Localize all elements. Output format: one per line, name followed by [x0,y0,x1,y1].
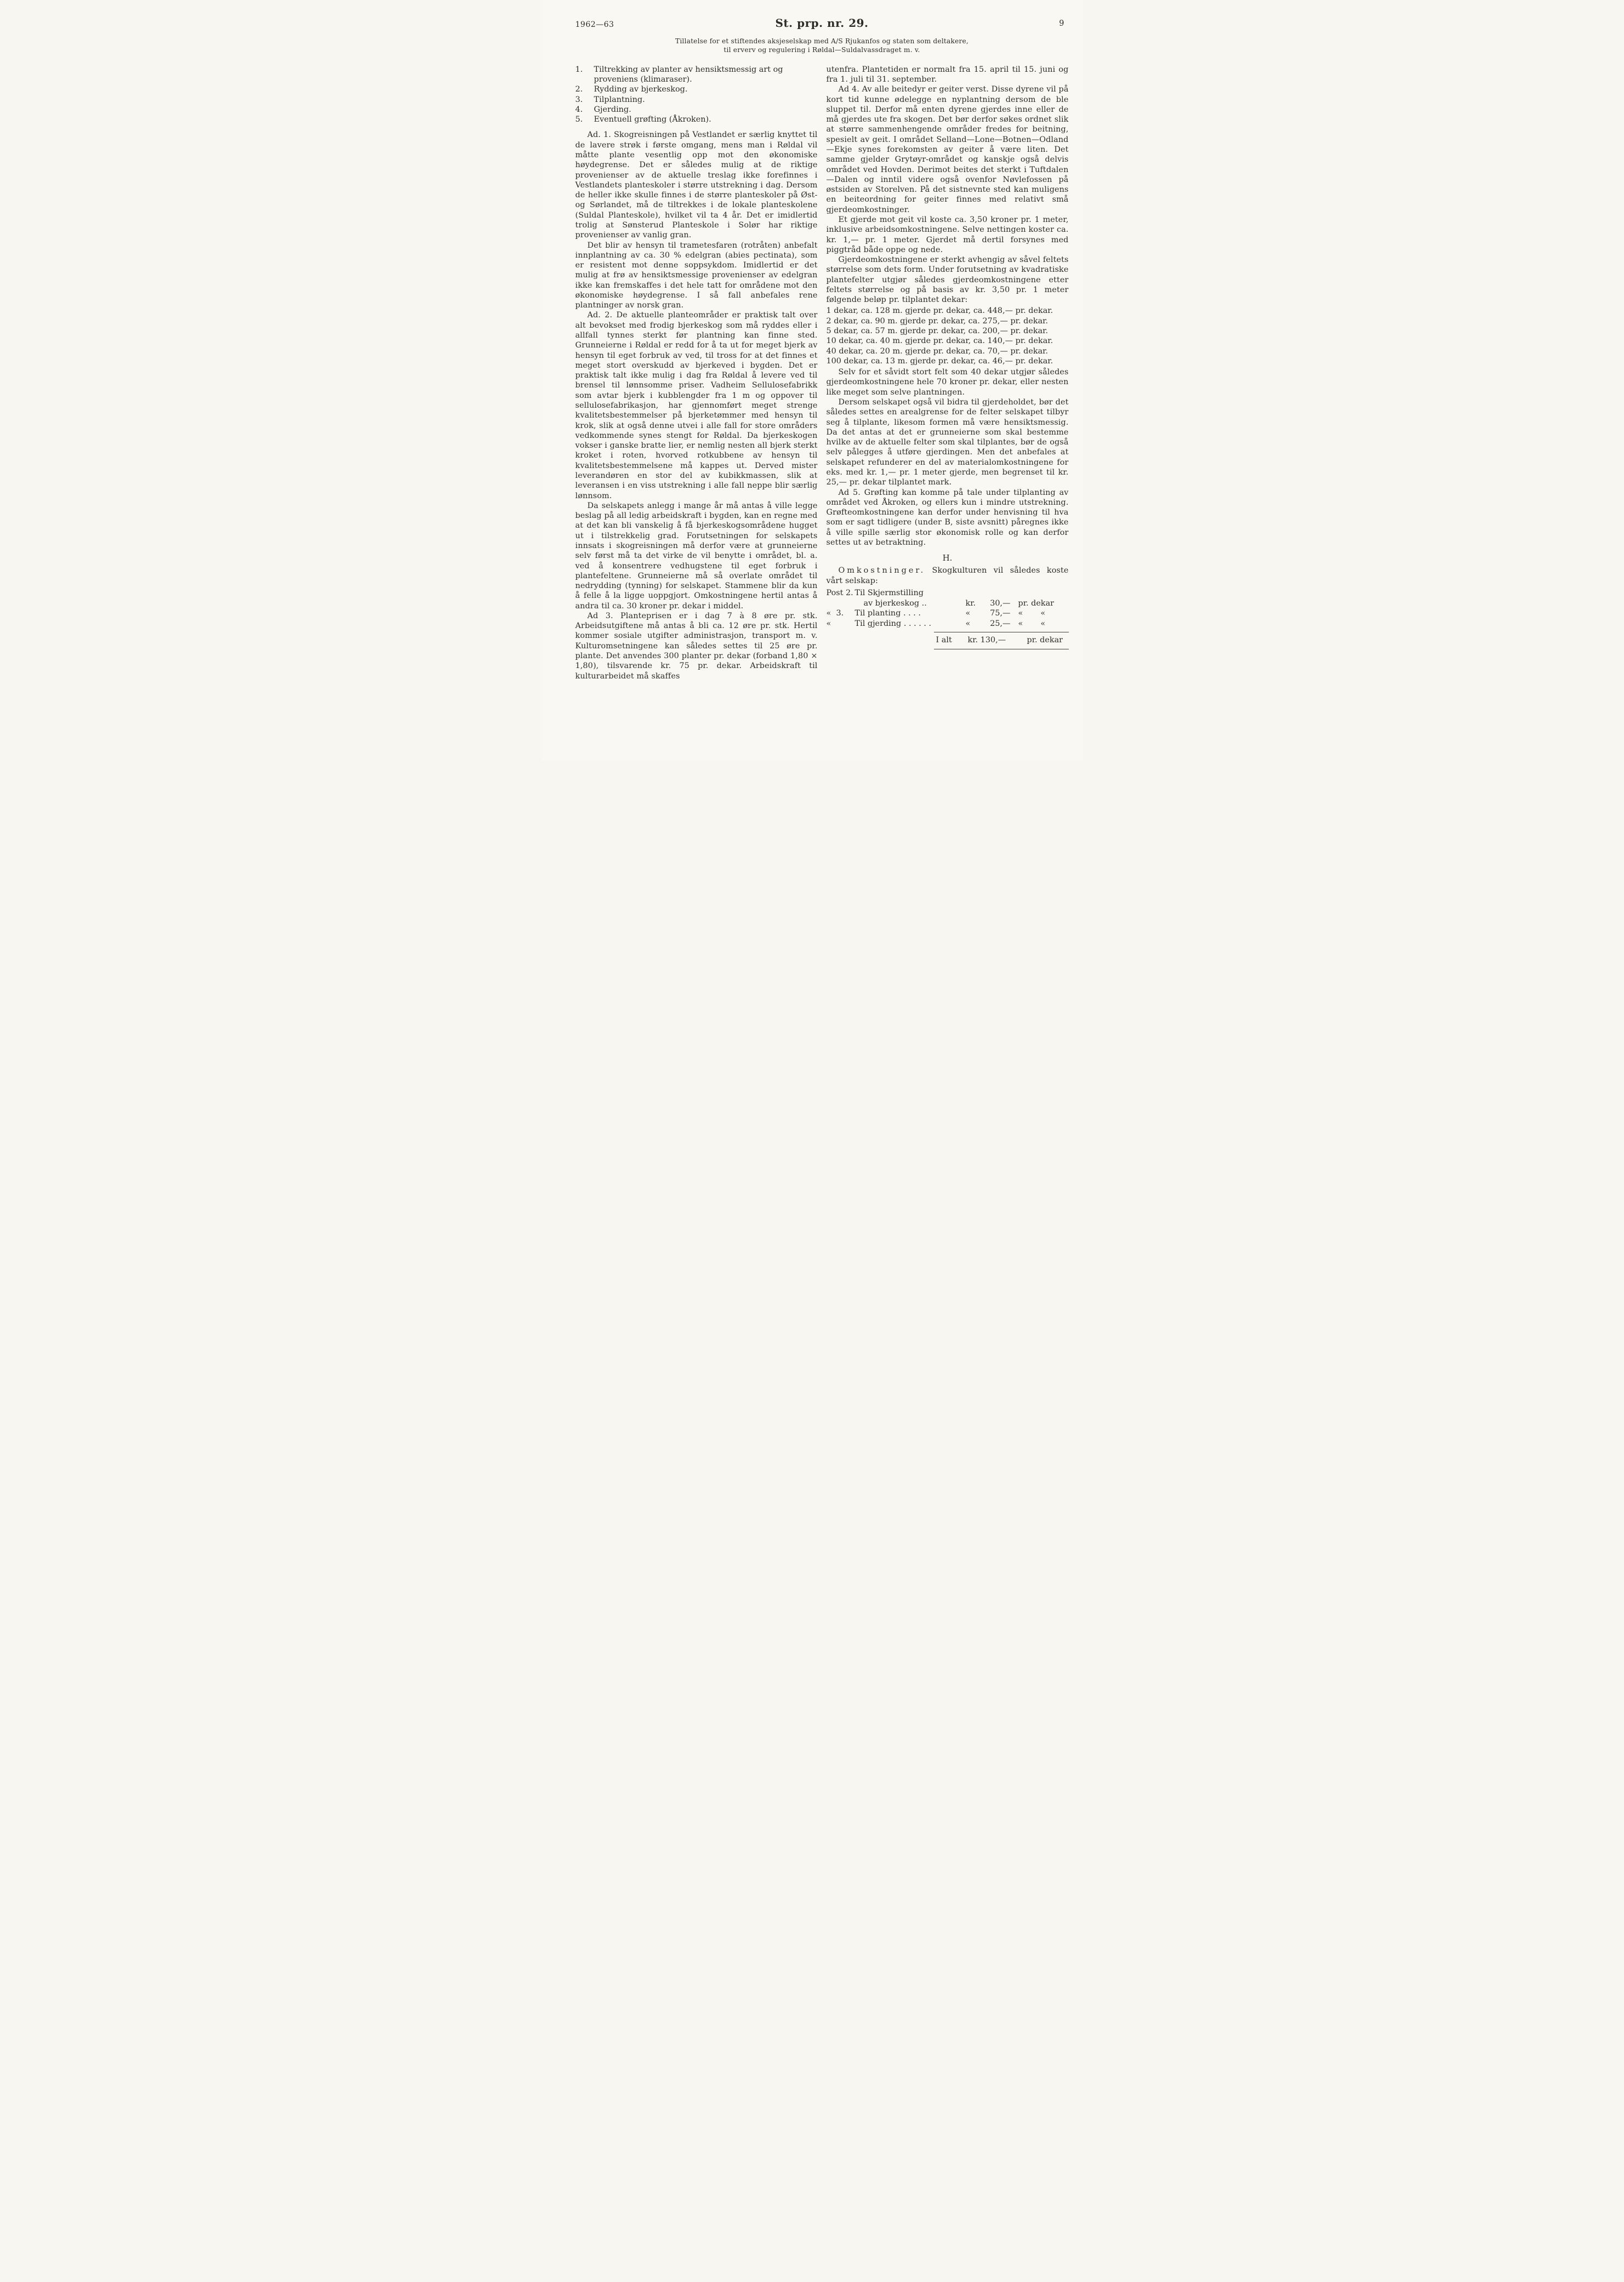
fence-cost-item-2: 2 dekar, ca. 90 m. gjerde pr. dekar, ca. 275,— pr. dekar. [826,316,1049,326]
document-page [542,0,1083,761]
paragraph-dersom-selskapet: Dersom selskapet også vil bidra til gjerdeholdet, bør det således settes en arealgrense for de felter selskapet tilbyr seg å tilplante, likesom formen må være hensiktsmessig. Da det antas at det er grunneierne som skal bestemme hvilke av de aktuelle felter som skal tilplantes, bør de også selv pålegges å utføre gjerdingen. Men det anbefales at selskapet refunderer en del av materialomkostningene for eks. med kr. 1,— pr. 1 meter gjerde, men begrenset til kr. 25,— pr. dekar tilplantet mark. [826,398,1069,487]
cost-row-desc: Til gjerding . . . . . . [854,619,932,628]
left-column [575,65,818,681]
list-item-number: 3. [575,95,583,104]
paragraph-ad-3-continued: utenfra. Plantetiden er normalt fra 15. april til 15. juni og fra 1. juli til 31. september. [826,65,1069,84]
paragraph-ad-4: Ad 4. Av alle beitedyr er geiter verst. Disse dyrene vil på kort tid kunne ødelegge en nyplantning dersom de ble sluppet til. Derfor må enten dyrene gjerdes inne eller de må gjerdes ute fra skogen. Det bør derfor søkes ordnet slik at større sammenhengende områder fredes for beitning, spesielt av geit. I området Selland—Lone—Botnen—Odland—Ekje synes forekomsten av geiter å være liten. Det samme gjelder Grytøyr-området og kanskje også delvis området ved Hovden. Derimot beites det sterkt i Tuftdalen—Dalen og inntil videre også ovenfor Nøvlefossen på østsiden av Storelven. På det sistnevnte sted kan muligens en beiteordning for geiter finnes med relativt små gjerdeomkostninger. [826,85,1069,214]
cost-row-currency: « [965,609,971,618]
list-item-4 [575,105,818,115]
list-item-text: Rydding av bjerkeskog. [594,85,688,94]
paragraph-ad-3: Ad 3. Planteprisen er i dag 7 à 8 øre pr. stk. Arbeidsutgiftene må antas å bli ca. 12 øre pr. stk. Hertil kommer sosiale utgifter administrasjon, transport m. v. Kulturomsetningene kan således settes til 25 øre pr. plante. Det anvendes 300 planter pr. dekar (forband 1,80 × 1,80), tilsvarende kr. 75 pr. dekar. Arbeidskraft til kulturarbeidet må skaffes [575,611,818,681]
fence-cost-list [827,306,1069,366]
cost-row-gjerding [827,619,1069,629]
cost-row-amount: 30,— [990,598,1011,608]
cost-total-amount: kr. 130,— [967,635,1006,644]
subtitle-line-1: Tillatelse for et stiftendes aksjeselskap med A/S Rjukanfos og staten som deltakere, [675,37,968,45]
costs-intro [827,566,1069,586]
cost-total-row [936,635,1069,646]
list-item-2 [575,84,818,94]
list-item-number: 4. [575,105,583,114]
paragraph-selv-for: Selv for et såvidt stort felt som 40 dekar utgjør således gjerdeomkostningene hele 70 kroner pr. dekar, eller nesten like meget som selve plantningen. [826,368,1069,397]
right-column [827,65,1069,681]
cost-total-label: I alt [936,635,952,644]
cost-row-label: Post 2. [826,588,853,597]
doc-title: St. prp. nr. 29. [775,16,869,30]
list-item-number: 2. [575,85,583,94]
cost-row-currency: kr. [965,598,976,608]
list-item-text: Tilplantning. [594,95,645,104]
paragraph-ad-2: Ad. 2. De aktuelle planteområder er praktisk talt over alt bevokset med frodig bjerkeskog som må ryddes eller i allfall tynnes sterkt før plantning kan finne sted. Grunneierne i Røldal er redd for å ta ut for meget bjerk av hensyn til eget forbruk av ved, til tross for at det finnes et meget stort overskudd av bjerkeved i bygden. Det er praktisk talt ikke mulig i dag fra Røldal å levere ved til brensel til lønnsomme priser. Vadheim Sellulosefabrikk som avtar bjerk i kubblengder fra 1 m og oppover til sellulosefabrikasjon, har gjennomført meget strenge kvalitetsbestemmelser på bjerketømmer med hensyn til krok, slik at også denne utvei i alle fall for store områders vedkommende synes stengt for Røldal. Da bjerkeskogen vokser i ganske bratte lier, er nemlig nesten all bjerk sterkt kroket i roten, hvorved rotkubbene av hensyn til kvalitetsbestemmelsene må kappes ut. Derved mister leverandøren en stor del av kubikkmassen, slik at leveransen i en viss utstrekning i alle fall neppe blir særlig lønnsom. [575,311,818,500]
list-item-number: 1. [575,65,583,74]
fence-cost-item-1: 1 dekar, ca. 128 m. gjerde pr. dekar, ca. 448,— pr. dekar. [826,306,1053,316]
cost-row-per: « « [1018,609,1046,618]
paragraph-trametes: Det blir av hensyn til trametesfaren (rotråten) anbefalt innplantning av ca. 30 % edelgran (abies pectinata), som er resistent mot denne soppsykdom. Imidlertid er det mulig at frø av hensiktsmessige provenienser av edelgran ikke kan fremskaffes i det hele tatt for områdene mot den økonomiske høydegrense. I så fall anbefales rene plantninger av norsk gran. [575,241,818,310]
fence-cost-item-10: 10 dekar, ca. 40 m. gjerde pr. dekar, ca. 140,— pr. dekar. [826,336,1053,346]
list-item-text: Tiltrekking av planter av hensiktsmessig art og proveniens (klimaraser). [594,65,783,84]
costs-intro-rest: Skogkulturen vil således koste vårt selskap: [826,566,1069,585]
measures-list [575,65,818,125]
cost-row-label: « [826,619,831,628]
fence-cost-item-40: 40 dekar, ca. 20 m. gjerde pr. dekar, ca. 70,— pr. dekar. [826,346,1049,356]
cost-row-post3 [827,608,1069,619]
cost-row-desc: Til planting . . . . [854,609,921,618]
costs-intro-spaced-word: Omkostninger. [838,566,926,575]
paragraph-gjerdeomkostninger: Gjerdeomkostningene er sterkt avhengig av såvel feltets størrelse som dets form. Under forutsetning av kvadratiske plantefelter utgjør således gjerdeomkostningene etter feltets størrelse og på basis av kr. 3,50 pr. 1 meter følgende beløp pr. tilplantet dekar: [826,255,1069,305]
cost-row-label: « 3. [826,609,844,618]
fence-cost-item-100: 100 dekar, ca. 13 m. gjerde pr. dekar, ca. 46,— pr. dekar. [826,356,1053,366]
doc-subtitle [575,37,1069,55]
header-row [575,16,1069,33]
cost-row-amount: 75,— [990,609,1011,618]
list-item-1 [575,65,818,85]
paragraph-arbeidskraft: Da selskapets anlegg i mange år må antas å ville legge beslag på all ledig arbeidskraft i bygden, kan en regne med at det kan bli vanskelig å få bjerkeskogsområdene hugget ut i tilstrekkelig grad. Forutsetningen for selskapets innsats i skogreisningen må derfor være at grunneierne selv først må ta det virke de vil benytte i området, bl. a. ved å konsentrere vedhugstene til eget forbruk i plantefeltene. Grunneierne må så overlate området til nedrydding (tynning) for selskapet. Stammene blir da kun å felle å la ligge uoppgjort. Omkostningene hertil antas å andra til ca. 30 kroner pr. dekar i middel. [575,501,818,611]
fence-cost-item-5: 5 dekar, ca. 57 m. gjerde pr. dekar, ca. 200,— pr. dekar. [826,327,1049,336]
page-header [575,16,1069,55]
list-item-text: Eventuell grøfting (Åkroken). [594,115,711,124]
cost-row-per: « « [1018,619,1046,628]
cost-row-post2-line2 [827,598,1069,609]
cost-row-amount: 25,— [990,619,1011,628]
list-item-5 [575,115,818,124]
paragraph-ad-1: Ad. 1. Skogreisningen på Vestlandet er særlig knyttet til de lavere strøk i første omgang, mens man i Røldal vil måtte plante vesentlig opp mot den økonomiske høydegrense. Det er således mulig at de riktige provenienser av de aktuelle treslag ikke forefinnes i Vestlandets planteskoler i større utstrekning i dag. Dersom de heller ikke skulle finnes i de større planteskoler på Øst- og Sørlandet, må de tiltrekkes i de lokale planteskolene (Suldal Planteskole), hvilket vil ta 4 år. Det er imidlertid trolig at Sønsterud Planteskole i Solør har riktige provenienser av vanlig gran. [575,130,818,240]
subtitle-line-2: til erverv og regulering i Røldal—Suldalvassdraget m. v. [723,45,920,54]
cost-row-per: pr. dekar [1018,598,1055,608]
cost-total-per: pr. dekar [1027,635,1063,644]
paragraph-gjerde-pris: Et gjerde mot geit vil koste ca. 3,50 kroner pr. 1 meter, inklusive arbeidsomkostningene. Selve nettingen koster ca. kr. 1,— pr. 1 meter. Gjerdet må dertil forsynes med piggtråd både oppe og nede. [826,215,1069,254]
page-number: 9 [1059,19,1064,28]
paragraph-ad-5: Ad 5. Grøfting kan komme på tale under tilplanting av området ved Åkroken, og ellers kun i mindre utstrekning. Grøfteomkostningene kan derfor under henvisning til hva som er sagt tidligere (under B, siste avsnitt) påregnes ikke å ville spille særlig stor økonomisk rolle og kan derfor settes ut av betraktning. [826,488,1069,547]
section-heading-h: H. [942,553,953,563]
two-column-body [575,65,1069,681]
cost-row-currency: « [965,619,971,628]
cost-total-block [934,632,1069,650]
cost-row-desc: av bjerkeskog .. [863,598,927,608]
cost-row-post2-line1 [827,588,1069,598]
session-label: 1962—63 [575,20,614,29]
cost-table [827,588,1069,650]
list-item-number: 5. [575,115,583,124]
list-item-text: Gjerding. [594,105,631,114]
cost-row-desc: Til Skjermstilling [854,588,924,597]
list-item-3 [575,95,818,105]
